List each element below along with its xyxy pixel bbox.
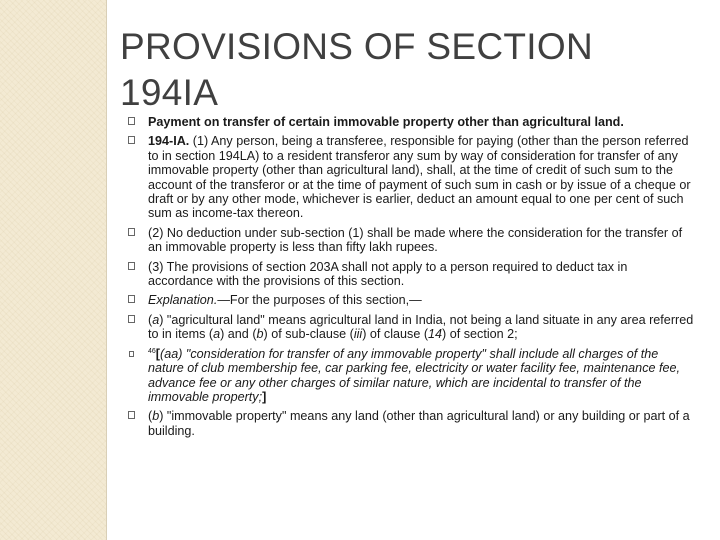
explanation-label: Explanation.: [148, 293, 218, 308]
amendment-text: (aa) "consideration for transfer of any immovable property" shall include all charges of the nature of club membership fee, car parking fee, electricity or water facility fee, maintenance fee, advance fee or any other charges of similar nature, which are incidental to transfer of the immovable property;: [148, 346, 680, 404]
bullet-icon: [128, 228, 135, 236]
list-item: [128, 134, 694, 220]
italic-part: a: [213, 327, 221, 342]
text-part: ) of clause (: [362, 327, 429, 342]
bracket-open: [: [155, 346, 160, 361]
item-heading: Payment on transfer of certain immovable property other than agricultural land.: [148, 115, 624, 129]
provisions-list: [128, 115, 694, 443]
bullet-icon: [128, 262, 135, 270]
italic-part: b: [256, 327, 264, 342]
list-item: [128, 293, 694, 307]
list-item: [128, 260, 694, 289]
slide-title: [120, 24, 700, 116]
bracket-close: ]: [262, 389, 267, 404]
bullet-icon: [128, 117, 135, 125]
italic-part: iii: [353, 327, 363, 342]
text-part: (: [148, 409, 153, 424]
item-text: (3) The provisions of section 203A shall not apply to a person required to deduct tax in accordance with the provisions of this section.: [148, 259, 628, 289]
text-part: ) "immovable property" means any land (other than agricultural land) or any building or part of a building.: [148, 409, 690, 438]
italic-part: b: [152, 409, 160, 424]
bullet-icon: [128, 136, 135, 144]
footnote-marker: 46: [148, 347, 156, 355]
item-text: —For the purposes of this section,—: [217, 293, 422, 308]
section-number: 194-IA.: [148, 134, 190, 149]
text-part: ) of section 2;: [442, 327, 518, 342]
bullet-icon: [128, 315, 135, 323]
italic-part: 14: [428, 327, 443, 342]
bullet-icon: [129, 351, 134, 357]
italic-part: a: [152, 312, 160, 327]
bullet-icon: [128, 295, 135, 303]
list-item: [128, 226, 694, 255]
item-text: (2) No deduction under sub-section (1) shall be made where the consideration for the transfer of an immovable property is less than fifty lakh rupees.: [148, 225, 683, 255]
text-part: (: [148, 312, 153, 327]
list-item: [128, 313, 694, 342]
list-item: [128, 347, 694, 405]
bullet-icon: [128, 411, 135, 419]
side-divider: [106, 0, 107, 540]
decorative-side-strip: [0, 0, 106, 540]
list-item: [128, 115, 694, 129]
text-part: ) and (: [220, 327, 257, 342]
text-part: ) of sub-clause (: [263, 327, 354, 342]
title-line-2: 194IA: [120, 72, 219, 113]
item-text: (1) Any person, being a transferee, responsible for paying (other than the person referred to in section 194LA) to a resident transferor any sum by way of consideration for transfer of any immovable property (other than agricultural land), shall, at the time of credit of such sum to the account of the transferor or at the time of payment of such sum in cash or by issue of a cheque or draft or by any other mode, whichever is earlier, deduct an amount equal to one per cent of such sum as income-tax thereon.: [148, 134, 691, 221]
text-part: ) "agricultural land" means agricultural land in India, not being a land situate in any area referred to in items (: [148, 312, 694, 342]
list-item: [128, 409, 694, 438]
title-line-1: PROVISIONS OF SECTION: [120, 26, 593, 67]
